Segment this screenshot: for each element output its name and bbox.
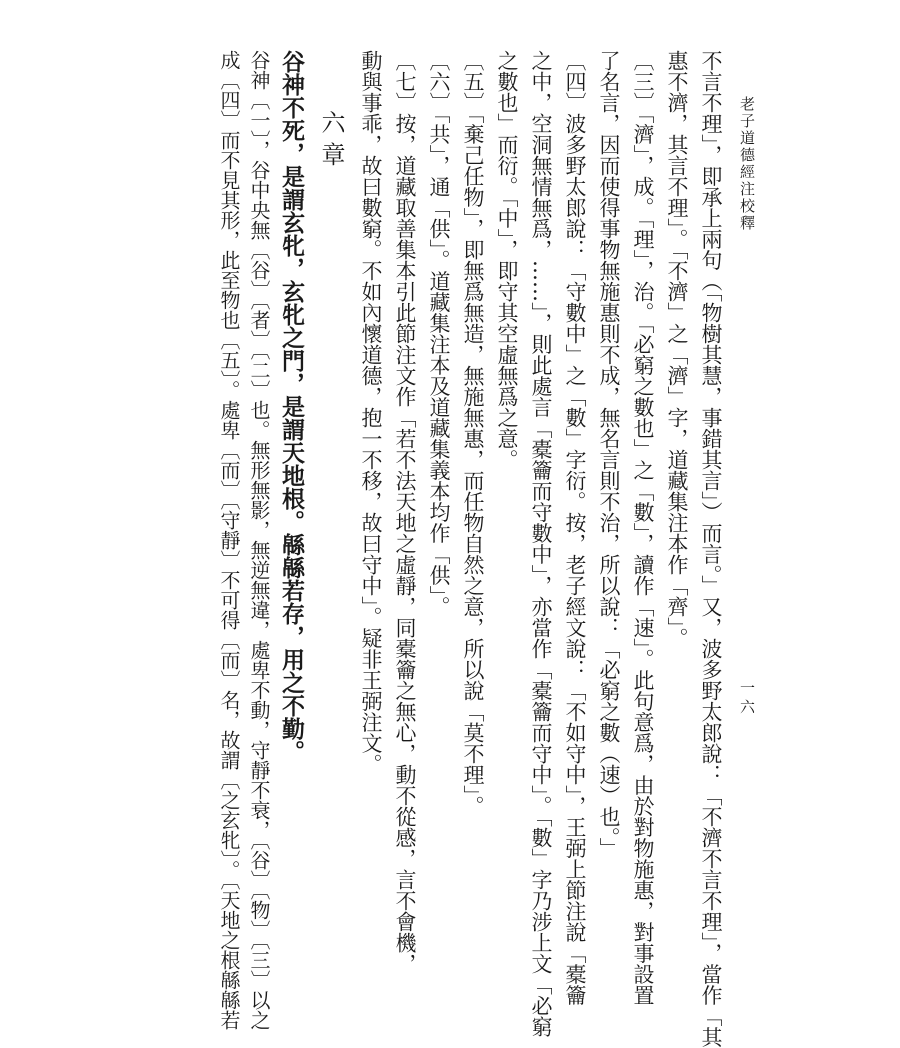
note-line: 了名言，因而使得事物無施惠則不成，無名言則不治，所以說：「必窮之數（速）也。」 (597, 50, 621, 859)
note-line: 〔六〕「共」，通「供」。道藏集注本及道藏集義本均作「供」。 (427, 50, 451, 617)
chapter-heading: 六章 (317, 110, 345, 174)
note-line: 動與事乖，故曰數窮。不如內懷道德，抱一不移，故曰守中」。疑非王弼注文。 (359, 50, 383, 775)
note-line: 〔五〕「棄己任物」，即無爲無造，無施無惠，而任物自然之意，所以說「莫不理」。 (461, 50, 485, 817)
commentary-line: 成〔四〕而不見其形，此至物也〔五〕。處卑〔而〕〔守靜〕不可得〔而〕名，故謂〔之玄牝〕。〔天地之根緜緜若 (217, 50, 241, 1030)
page-number: 一六 (738, 680, 756, 718)
classic-text: 谷神不死，是謂玄牝，玄牝之門，是謂天地根。緜緜若存，用之不勤。 (278, 50, 305, 763)
note-line: 之數也」而衍。「中」，即守其空虛無爲之意。 (495, 50, 519, 470)
note-line: 〔七〕按，道藏取善集本引此節注文作「若不法天地之虛靜，同橐籥之無心，動不從感，言不會機， (393, 50, 417, 974)
note-line: 〔三〕「濟」，成。「理」，治。「必窮之數也」之「數」，讀作「速」。此句意爲，由於對物施惠，對事設置 (631, 50, 655, 1006)
commentary-line: 谷神〔一〕，谷中央無〔谷〕〔者〕〔二〕也。無形無影，無逆無違，處卑不動，守靜不衰，〔谷〕〔物〕〔三〕以之 (247, 50, 271, 1030)
running-title: 老子道德經注校釋 (738, 96, 756, 232)
note-line: 之中，空洞無情無爲，……」，則此處言「橐籥而守數中」，亦當作「橐籥而守中」。「數」字乃涉上文「必窮 (529, 50, 553, 1037)
note-line: 不言不理」，即承上兩句（「物樹其慧，事錯其言」）而言。」又，波多野太郎說：「不濟不言不理」，當作「其 (699, 50, 723, 1048)
note-line: 〔四〕波多野太郎說：「守數中」之「數」字衍。按，老子經文說：「不如守中」，王弼上節注說「橐籥 (563, 50, 587, 1006)
text-body (168, 50, 728, 1048)
note-line: 惠不濟，其言不理」。「不濟」之「濟」字，道藏集注本作「齊」。 (665, 50, 689, 649)
